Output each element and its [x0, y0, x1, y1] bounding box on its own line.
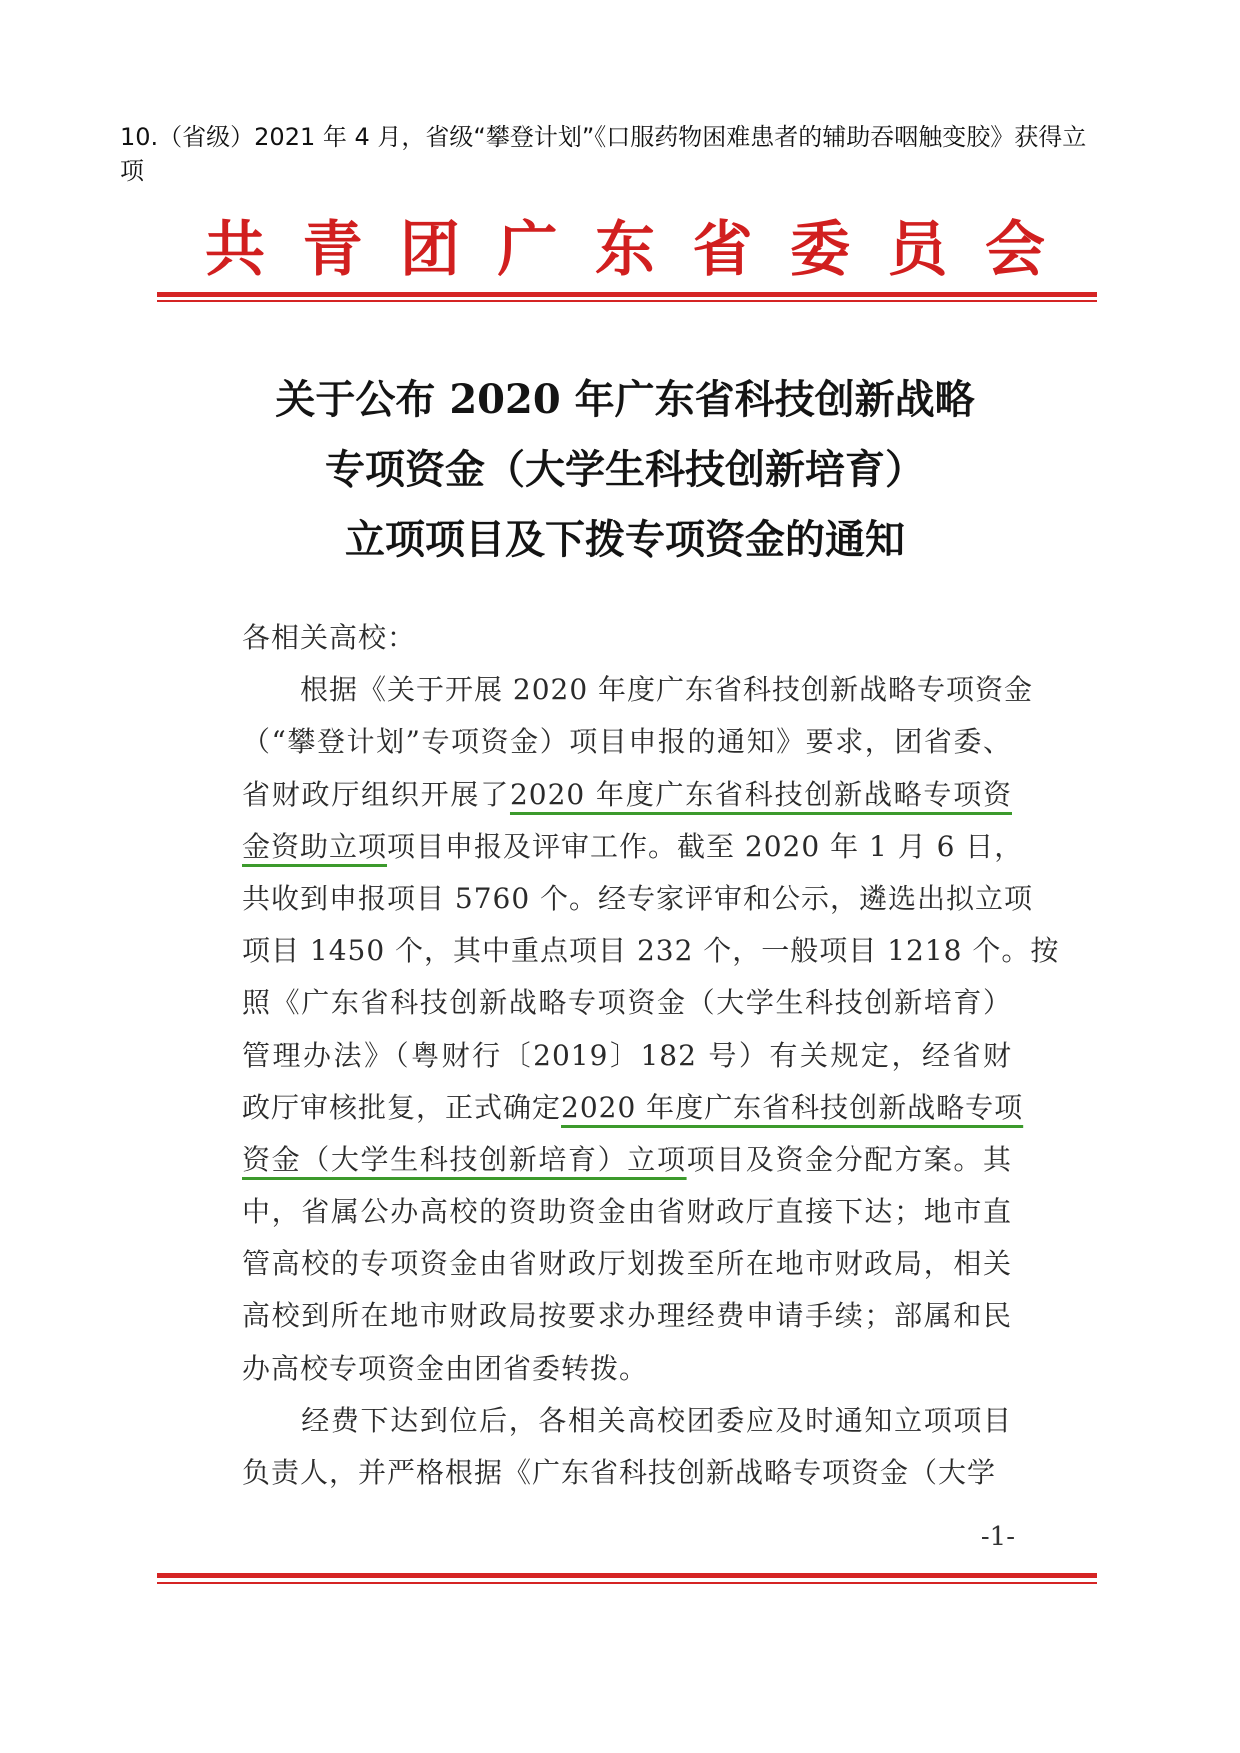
- body-text-segment: 项目 1450 个，其中重点项目 232 个，一般项目 1218 个。按: [242, 934, 1060, 968]
- footer-rule-thin: [157, 1582, 1097, 1584]
- body-text-segment: 政厅审核批复，正式确定: [242, 1090, 562, 1124]
- document-title-line-1: 关于公布 2020 年广东省科技创新战略: [275, 376, 975, 423]
- body-text-segment: 根据《关于开展 2020 年度广东省科技创新战略专项资金: [242, 673, 1034, 707]
- body-line: [242, 1343, 1012, 1395]
- letterhead-char: 省: [692, 215, 753, 285]
- letterhead-char: 共: [205, 215, 265, 285]
- body-text-segment: 中，省属公办高校的资助资金由省财政厅直接下达；地市直: [242, 1195, 1012, 1229]
- underlined-text: 资金（大学生科技创新培育）立项: [242, 1142, 687, 1176]
- body-text-segment: 管高校的专项资金由省财政厅划拨至所在地市财政局，相关: [242, 1247, 1012, 1281]
- body-text-segment: 项目申报及评审工作。截至 2020 年 1 月 6 日，: [387, 829, 1024, 863]
- letterhead-char: 员: [887, 215, 948, 285]
- document-title-line-3: 立项项目及下拨专项资金的通知: [345, 516, 905, 563]
- body-line: [242, 1186, 1012, 1238]
- document-title-line-2: 专项资金（大学生科技创新培育）: [325, 446, 925, 493]
- letterhead-char: 团: [400, 215, 460, 285]
- org-letterhead: [205, 205, 1045, 285]
- letterhead-char: 委: [790, 215, 850, 285]
- body-line: [242, 977, 1012, 1029]
- body-text-segment: 办高校专项资金由团省委转拨。: [242, 1351, 649, 1385]
- body-line: [242, 873, 1034, 925]
- body-text-segment: 照《广东省科技创新战略专项资金（大学生科技创新培育）: [242, 986, 1012, 1020]
- body-text-segment: （“攀登计划”专项资金）项目申报的通知》要求，团省委、: [242, 725, 1012, 759]
- body-text-segment: 项目及资金分配方案。其: [686, 1142, 1012, 1176]
- body-text-segment: 经费下达到位后，各相关高校团委应及时通知立项项目: [242, 1403, 1012, 1437]
- underlined-text: 金资助立项: [242, 829, 388, 863]
- body-line: [242, 769, 1012, 821]
- footer-rule-thick: [157, 1573, 1097, 1578]
- body-line: [242, 1238, 1012, 1290]
- underlined-text: 2020 年度广东省科技创新战略专项资: [509, 777, 1012, 811]
- page-number: -1-: [980, 1522, 1015, 1552]
- letterhead-char: 会: [985, 215, 1045, 285]
- underlined-text: 2020 年度广东省科技创新战略专项: [561, 1090, 1024, 1124]
- body-text-segment: 管理办法》（粤财行〔2019〕182 号）有关规定，经省财: [242, 1038, 1012, 1072]
- letterhead-rule-thick: [157, 292, 1097, 297]
- body-line: [242, 1134, 1012, 1186]
- page-caption: 10.（省级）2021 年 4 月，省级“攀登计划”《口服药物困难患者的辅助吞咽触变胶》获得立项: [120, 123, 1087, 185]
- letterhead-char: 东: [595, 215, 655, 285]
- body-line: [242, 1030, 1012, 1082]
- document-body: [242, 612, 1060, 1499]
- document-title: [200, 365, 1050, 575]
- body-line: [242, 821, 1024, 873]
- salutation: 各相关高校：: [242, 621, 417, 654]
- body-line: [242, 1290, 1012, 1342]
- body-line: [242, 1082, 1024, 1134]
- body-line: [242, 1447, 1012, 1499]
- body-text-segment: 负责人，并严格根据《广东省科技创新战略专项资金（大学: [242, 1456, 997, 1489]
- body-line: [242, 664, 1034, 716]
- body-text-segment: 共收到申报项目 5760 个。经专家评审和公示，遴选出拟立项: [242, 881, 1034, 915]
- letterhead-char: 青: [302, 215, 363, 285]
- body-text-segment: 省财政厅组织开展了: [242, 777, 510, 811]
- body-text-segment: 高校到所在地市财政局按要求办理经费申请手续；部属和民: [242, 1299, 1012, 1333]
- body-line: [242, 1395, 1012, 1447]
- letterhead-char: 广: [497, 215, 558, 285]
- letterhead-rule-thin: [157, 300, 1097, 302]
- body-line: [242, 716, 1012, 768]
- body-line: [242, 925, 1060, 977]
